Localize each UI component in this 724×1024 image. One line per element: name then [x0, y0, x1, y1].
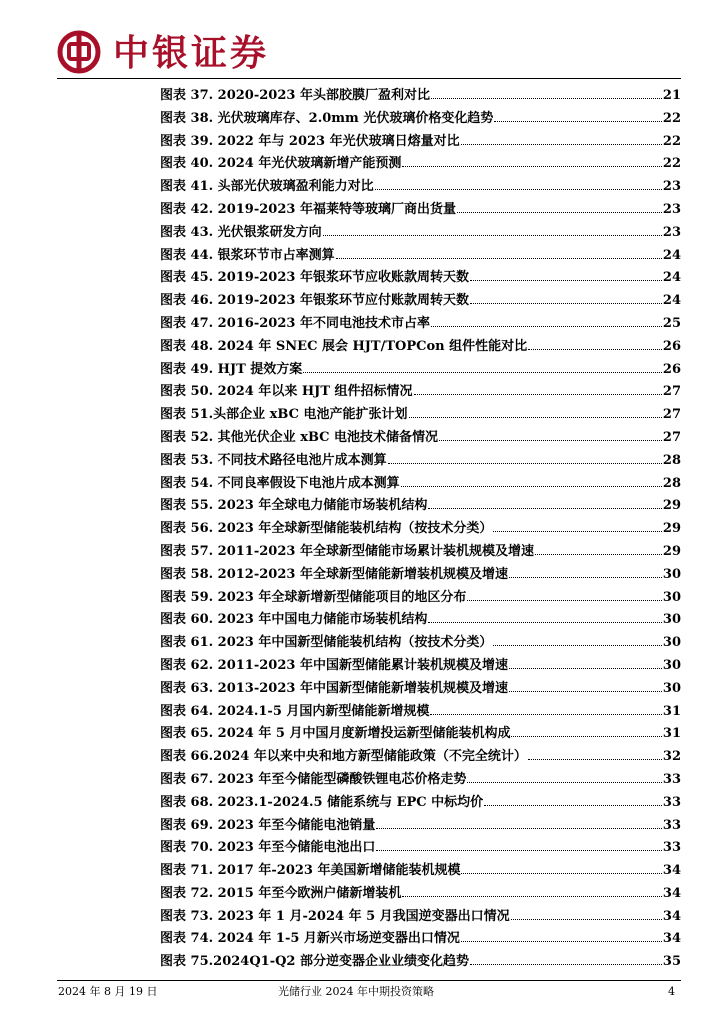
toc-entry-label: 图表 65. 2024 年 5 月中国月度新增投运新型储能装机构成 — [160, 726, 511, 742]
footer-page-number: 4 — [668, 985, 675, 998]
toc-entry-label: 图表 45. 2019-2023 年银浆环节应收账款周转天数 — [160, 270, 469, 286]
toc-entry-label: 图表 68. 2023.1-2024.5 储能系统与 EPC 中标均价 — [160, 794, 484, 810]
toc-entry-page: 25 — [662, 315, 681, 331]
toc-entry-page: 33 — [662, 771, 681, 787]
toc-entry[interactable] — [160, 814, 681, 837]
toc-entry[interactable] — [160, 84, 681, 107]
toc-entry-label: 图表 41. 头部光伏玻璃盈利能力对比 — [160, 179, 374, 195]
toc-leader-dots — [461, 931, 662, 942]
toc-entry[interactable] — [160, 130, 681, 153]
toc-entry[interactable] — [160, 745, 681, 768]
header-divider — [57, 78, 681, 79]
toc-leader-dots — [388, 453, 662, 464]
toc-entry-page: 34 — [662, 885, 681, 901]
toc-leader-dots — [431, 88, 662, 99]
toc-entry-label: 图表 49. HJT 提效方案 — [160, 361, 303, 377]
toc-entry-page: 23 — [662, 201, 681, 217]
toc-entry-label: 图表 46. 2019-2023 年银浆环节应付账款周转天数 — [160, 293, 469, 309]
toc-entry[interactable] — [160, 221, 681, 244]
toc-leader-dots — [467, 590, 662, 601]
toc-entry-label: 图表 55. 2023 年全球电力储能市场装机结构 — [160, 498, 428, 514]
toc-entry-page: 23 — [662, 179, 681, 195]
toc-entry[interactable] — [160, 563, 681, 586]
toc-entry-label: 图表 53. 不同技术路径电池片成本测算 — [160, 452, 387, 468]
toc-leader-dots — [409, 407, 662, 418]
toc-entry[interactable] — [160, 927, 681, 950]
toc-leader-dots — [528, 339, 662, 350]
toc-entry-page: 34 — [662, 863, 681, 879]
toc-leader-dots — [509, 681, 662, 692]
toc-entry-page: 29 — [662, 498, 681, 514]
toc-entry[interactable] — [160, 472, 681, 495]
toc-entry[interactable] — [160, 791, 681, 814]
toc-entry-label: 图表 52. 其他光伏企业 xBC 电池技术储备情况 — [160, 429, 439, 445]
toc-entry-page: 35 — [662, 954, 681, 970]
toc-entry-label: 图表 48. 2024 年 SNEC 展会 HJT/TOPCon 组件性能对比 — [160, 338, 528, 354]
toc-entry-page: 26 — [662, 361, 681, 377]
toc-entry-page: 24 — [662, 270, 681, 286]
toc-leader-dots — [528, 749, 662, 760]
toc-entry-page: 22 — [662, 110, 681, 126]
toc-entry[interactable] — [160, 380, 681, 403]
toc-leader-dots — [470, 293, 662, 304]
toc-leader-dots — [470, 270, 662, 281]
toc-entry-label: 图表 73. 2023 年 1 月-2024 年 5 月我国逆变器出口情况 — [160, 908, 510, 924]
figure-list — [160, 84, 681, 973]
toc-entry[interactable] — [160, 266, 681, 289]
toc-leader-dots — [431, 316, 662, 327]
toc-entry-page: 33 — [662, 817, 681, 833]
toc-entry-label: 图表 39. 2022 年与 2023 年光伏玻璃日熔量对比 — [160, 133, 460, 149]
toc-entry[interactable] — [160, 107, 681, 130]
toc-entry-label: 图表 59. 2023 年全球新增新型储能项目的地区分布 — [160, 589, 467, 605]
toc-entry[interactable] — [160, 677, 681, 700]
toc-entry-label: 图表 75.2024Q1-Q2 部分逆变器企业业绩变化趋势 — [160, 954, 469, 970]
toc-entry-page: 28 — [662, 452, 681, 468]
toc-entry-page: 22 — [662, 133, 681, 149]
toc-entry-label: 图表 64. 2024.1-5 月国内新型储能新增规模 — [160, 703, 430, 719]
toc-entry[interactable] — [160, 859, 681, 882]
toc-entry-page: 28 — [662, 475, 681, 491]
toc-leader-dots — [484, 795, 662, 806]
toc-leader-dots — [430, 704, 662, 715]
toc-entry-label: 图表 37. 2020-2023 年头部胶膜厂盈利对比 — [160, 88, 430, 103]
toc-entry[interactable] — [160, 586, 681, 609]
toc-leader-dots — [439, 430, 662, 441]
toc-entry-page: 30 — [662, 612, 681, 628]
toc-entry[interactable] — [160, 722, 681, 745]
toc-entry-page: 27 — [662, 429, 681, 445]
toc-entry-page: 30 — [662, 657, 681, 673]
toc-leader-dots — [493, 635, 662, 646]
footer-date: 2024 年 8 月 19 日 — [58, 985, 158, 998]
toc-leader-dots — [461, 863, 661, 874]
toc-entry[interactable] — [160, 289, 681, 312]
toc-entry[interactable] — [160, 358, 681, 381]
toc-leader-dots — [509, 567, 662, 578]
toc-leader-dots — [511, 909, 662, 920]
toc-entry-page: 30 — [662, 589, 681, 605]
toc-entry[interactable] — [160, 244, 681, 267]
toc-entry-label: 图表 43. 光伏银浆研发方向 — [160, 224, 322, 240]
toc-entry[interactable] — [160, 882, 681, 905]
toc-leader-dots — [493, 521, 662, 532]
toc-entry-label: 图表 38. 光伏玻璃库存、2.0mm 光伏玻璃价格变化趋势 — [160, 110, 494, 126]
toc-entry-label: 图表 66.2024 年以来中央和地方新型储能政策（不完全统计） — [160, 749, 527, 765]
toc-entry-label: 图表 40. 2024 年光伏玻璃新增产能预测 — [160, 156, 402, 172]
toc-entry-page: 30 — [662, 566, 681, 582]
brand-name: 中银证券 — [113, 32, 270, 74]
toc-leader-dots — [336, 248, 662, 259]
toc-leader-dots — [323, 225, 662, 236]
toc-entry-label: 图表 57. 2011-2023 年全球新型储能市场累计装机规模及增速 — [160, 543, 534, 559]
toc-leader-dots — [470, 954, 662, 965]
toc-leader-dots — [402, 156, 662, 167]
toc-entry-page: 33 — [662, 794, 681, 810]
toc-entry-page: 27 — [662, 384, 681, 400]
toc-entry[interactable] — [160, 198, 681, 221]
toc-entry[interactable] — [160, 449, 681, 472]
toc-entry[interactable] — [160, 905, 681, 928]
toc-leader-dots — [509, 658, 662, 669]
toc-entry[interactable] — [160, 540, 681, 563]
toc-leader-dots — [376, 818, 662, 829]
toc-entry-label: 图表 61. 2023 年中国新型储能装机结构（按技术分类） — [160, 635, 493, 651]
toc-leader-dots — [375, 179, 662, 190]
toc-entry-page: 22 — [662, 156, 681, 172]
footer-divider — [57, 980, 681, 981]
toc-leader-dots — [535, 544, 662, 555]
toc-entry[interactable] — [160, 175, 681, 198]
toc-entry-page: 24 — [662, 247, 681, 263]
toc-entry-label: 图表 58. 2012-2023 年全球新型储能新增装机规模及增速 — [160, 566, 508, 582]
toc-entry-label: 图表 56. 2023 年全球新型储能装机结构（按技术分类） — [160, 521, 493, 537]
toc-entry[interactable] — [160, 608, 681, 631]
toc-entry-page: 34 — [662, 931, 681, 947]
toc-entry-label: 图表 44. 银浆环节市占率测算 — [160, 247, 335, 263]
toc-entry[interactable] — [160, 768, 681, 791]
toc-entry-page: 30 — [662, 635, 681, 651]
toc-entry-label: 图表 72. 2015 年至今欧洲户储新增装机 — [160, 885, 402, 901]
toc-leader-dots — [428, 612, 662, 623]
toc-leader-dots — [376, 840, 662, 851]
toc-entry-page: 33 — [662, 840, 681, 856]
toc-leader-dots — [401, 476, 662, 487]
toc-entry[interactable] — [160, 700, 681, 723]
toc-entry-label: 图表 50. 2024 年以来 HJT 组件招标情况 — [160, 384, 413, 400]
toc-leader-dots — [428, 498, 662, 509]
toc-entry-page: 23 — [662, 224, 681, 240]
toc-entry[interactable] — [160, 836, 681, 859]
toc-entry-page: 27 — [662, 407, 681, 423]
toc-entry-label: 图表 63. 2013-2023 年中国新型储能新增装机规模及增速 — [160, 680, 508, 696]
toc-entry-page: 32 — [662, 749, 681, 765]
toc-entry-page: 31 — [662, 726, 681, 742]
toc-entry[interactable] — [160, 335, 681, 358]
toc-entry-label: 图表 54. 不同良率假设下电池片成本测算 — [160, 475, 400, 491]
toc-entry[interactable] — [160, 312, 681, 335]
footer-report-title: 光储行业 2024 年中期投资策略 — [278, 985, 434, 998]
toc-entry-label: 图表 62. 2011-2023 年中国新型储能累计装机规模及增速 — [160, 657, 508, 673]
toc-entry-label: 图表 70. 2023 年至今储能电池出口 — [160, 840, 376, 856]
toc-entry-label: 图表 71. 2017 年-2023 年美国新增储能装机规模 — [160, 863, 461, 879]
toc-leader-dots — [402, 886, 662, 897]
toc-entry-page: 30 — [662, 680, 681, 696]
toc-leader-dots — [414, 384, 662, 395]
toc-entry[interactable] — [160, 403, 681, 426]
toc-entry[interactable] — [160, 654, 681, 677]
toc-entry[interactable] — [160, 426, 681, 449]
toc-leader-dots — [494, 111, 662, 122]
toc-entry-page: 34 — [662, 908, 681, 924]
toc-entry-label: 图表 69. 2023 年至今储能电池销量 — [160, 817, 376, 833]
toc-entry-page: 31 — [662, 703, 681, 719]
toc-leader-dots — [461, 134, 662, 145]
toc-entry-label: 图表 47. 2016-2023 年不同电池技术市占率 — [160, 315, 430, 331]
toc-entry-page: 26 — [662, 338, 681, 354]
page-header — [57, 30, 677, 76]
toc-entry[interactable] — [160, 517, 681, 540]
toc-entry-label: 图表 67. 2023 年至今储能型磷酸铁锂电芯价格走势 — [160, 771, 467, 787]
toc-leader-dots — [303, 362, 662, 373]
toc-entry-label: 图表 60. 2023 年中国电力储能市场装机结构 — [160, 612, 428, 628]
toc-leader-dots — [467, 772, 662, 783]
toc-entry[interactable] — [160, 494, 681, 517]
toc-entry[interactable] — [160, 631, 681, 654]
toc-entry-label: 图表 51.头部企业 xBC 电池产能扩张计划 — [160, 407, 408, 423]
toc-entry[interactable] — [160, 950, 681, 973]
toc-leader-dots — [457, 202, 662, 213]
toc-entry-label: 图表 74. 2024 年 1-5 月新兴市场逆变器出口情况 — [160, 931, 460, 947]
toc-entry-page: 29 — [662, 543, 681, 559]
toc-leader-dots — [511, 726, 661, 737]
toc-entry-page: 24 — [662, 293, 681, 309]
bank-of-china-logo-icon — [57, 30, 101, 74]
toc-entry-page: 29 — [662, 521, 681, 537]
toc-entry-page: 21 — [662, 88, 681, 103]
toc-entry-label: 图表 42. 2019-2023 年福莱特等玻璃厂商出货量 — [160, 201, 456, 217]
toc-entry[interactable] — [160, 152, 681, 175]
